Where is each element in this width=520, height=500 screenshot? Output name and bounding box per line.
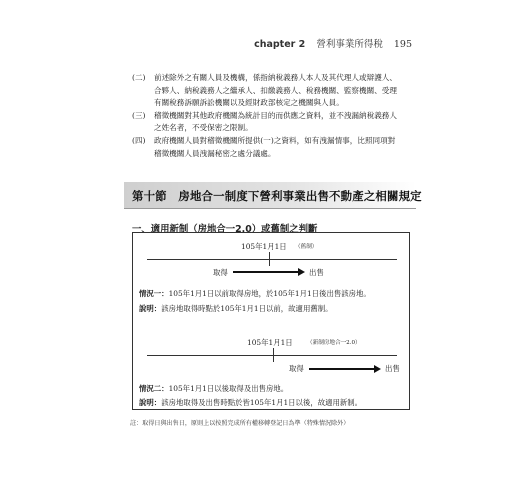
paragraph-line: 有關稅務訴願訴訟機關以及經財政部核定之機關與人員。 (154, 98, 344, 108)
timeline-regime-label: （舊制） (295, 244, 318, 250)
paragraph-line: 之姓名者，不受保密之限制。 (154, 123, 253, 133)
paragraph-number: (三) (132, 110, 146, 120)
paragraph-number: (四) (132, 135, 146, 145)
timeline-acquire-label: 取得 (289, 364, 304, 373)
case-one-explanation-text: 該房地取得時點於105年1月1日以前，故適用舊制。 (161, 304, 333, 313)
explanation-label: 說明： (139, 304, 162, 313)
case-two-label: 情況二： (139, 384, 169, 393)
paragraph-line: 稽徵機關人員洩漏秘密之處分議處。 (154, 148, 276, 158)
page-header (254, 36, 412, 50)
case-one-text: 105年1月1日以前取得房地，於105年1月1日後出售該房地。 (168, 289, 371, 298)
paragraph-item-2 (132, 72, 410, 110)
explanation-label: 說明： (139, 398, 162, 407)
paragraph-item-4 (132, 135, 410, 160)
footnote: 註：取得日與出售日，原則上以按照完成所有權移轉登記日為準（特殊情況除外） (130, 420, 350, 427)
paragraph-list (132, 72, 410, 160)
timeline-acquire-label: 取得 (213, 268, 228, 277)
timeline-sell-label: 出售 (385, 364, 400, 373)
paragraph-number: (二) (132, 73, 146, 82)
paragraph-line: 稽徵機關對其他政府機關為統計目的而供應之資料，並不洩漏納稅義務人 (154, 110, 397, 120)
case-two-line (139, 383, 288, 394)
running-title: 營利事業所得稅 (316, 39, 383, 50)
timeline-sell-label: 出售 (309, 268, 324, 277)
timeline-arrow (233, 271, 299, 273)
case-two-text: 105年1月1日以後取得及出售房地。 (168, 384, 289, 393)
paragraph-item-3 (132, 110, 410, 135)
paragraph-line: 政府機關人員對稽徵機關所提供(一)之資料，如有洩漏情事，比照同項對 (154, 135, 396, 145)
case-one-explanation (139, 303, 333, 314)
timeline-date-label: 105年1月1日 (241, 242, 287, 251)
regime-diagram-box (132, 232, 410, 410)
paragraph-line: 前述除外之有關人員及機構，係指納稅義務人本人及其代理人或辯護人、 (154, 73, 397, 82)
subsection-title: 一、適用新制（房地合一2.0）或舊制之判斷 (132, 224, 318, 235)
case-one-label: 情況一： (139, 289, 169, 298)
timeline-arrow (309, 368, 375, 370)
case-two-explanation (139, 397, 362, 408)
timeline-line (147, 259, 397, 260)
section-title: 第十節 房地合一制度下營利事業出售不動產之相關規定 (132, 189, 422, 203)
chapter-label: chapter 2 (254, 39, 306, 50)
page-number: 195 (393, 39, 412, 50)
timeline-regime-label: （新制房地合一2.0） (307, 340, 361, 346)
timeline-date-label: 105年1月1日 (247, 338, 293, 347)
case-one-line (139, 288, 371, 299)
case-two-explanation-text: 該房地取得及出售時點於皆105年1月1日以後，故適用新制。 (161, 398, 363, 407)
paragraph-line: 合夥人、納稅義務人之繼承人、扣繳義務人、稅務機關、監察機關、受理 (154, 85, 397, 95)
timeline-line (147, 355, 397, 356)
